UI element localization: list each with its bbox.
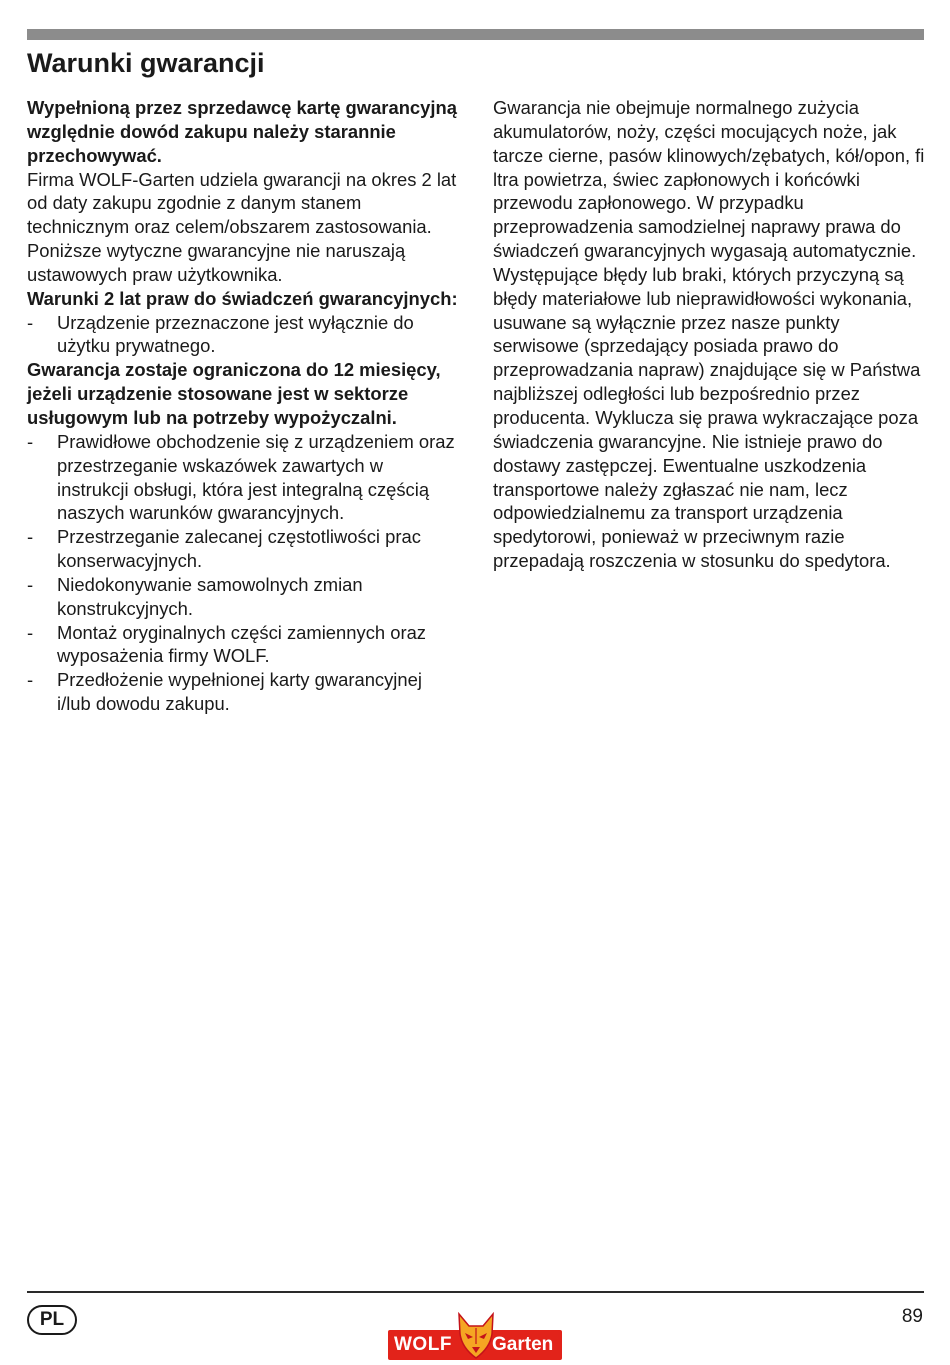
bullet-marker: - [27, 573, 34, 595]
list-item [27, 573, 459, 621]
warranty-exclusions-text: Gwarancja nie obejmuje normalnego zużycia akumulatorów, noży, części mocujących noże, jak tarcze cierne, pasów klinowych/zębatych, kół/opon, fi ltra powietrza, świec zapłonowych i końcówki przewodu zapłonowego. W przypadku przeprowadzenia samodzielnej naprawy prawa do świadczeń gwarancyjnych wygasają automatycznie. Występujące błędy lub braki, których przyczyną są błędy materiałowe lub nieprawidłowości wykonania, usuwane są wyłącznie przez nasze punkty serwisowe (sprzedający posiada prawo do przeprowadzania napraw) znajdujące się w Państwa najbliższej odległości lub bezpośrednio przez producenta. Wyklucza się prawa wykraczające poza świadczenia gwarancyjne. Nie istnieje prawo do dostawy zastępczej. Ewentualne uszkodzenia transportowe należy zgłaszać nie nam, lecz odpowiedzialnemu za transport urządzenia spedytorowi, ponieważ w przeciwnym razie przepadają roszczenia w stosunku do spedytora. [493, 97, 925, 572]
section-heading-12-month-limit: Gwarancja zostaje ograniczona do 12 miesięcy, jeżeli urządzenie stosowane jest w sektorze usługowym lub na potrzeby wypożyczalni. [27, 359, 441, 428]
bullet-marker: - [27, 669, 34, 691]
section-heading-warranty-conditions: Warunki 2 lat praw do świadczeń gwarancyjnych: [27, 287, 458, 309]
bullet-marker: - [27, 621, 34, 643]
list-item-text: Przedłożenie wypełnionej karty gwarancyjnej i/lub dowodu zakupu. [57, 669, 422, 715]
right-column [493, 96, 925, 573]
list-item [27, 311, 459, 359]
footer-divider [27, 1291, 924, 1293]
language-badge: PL [27, 1305, 77, 1335]
bullet-marker: - [27, 311, 34, 333]
logo-word-garten: Garten [492, 1334, 554, 1355]
wolf-garten-logo [388, 1312, 562, 1362]
logo-word-wolf: WOLF [394, 1334, 452, 1355]
list-item-text: Przestrzeganie zalecanej częstotliwości prac konserwacyjnych. [57, 526, 421, 572]
left-column [27, 96, 459, 716]
list-item [27, 525, 459, 573]
bullet-marker: - [27, 526, 34, 548]
list-item [27, 621, 459, 669]
list-item-text: Niedokonywanie samowolnych zmian konstrukcyjnych. [57, 573, 363, 619]
page-number: 89 [901, 1306, 923, 1327]
warranty-requirements-list [27, 430, 459, 716]
bullet-marker: - [27, 430, 34, 452]
warranty-conditions-list [27, 311, 459, 359]
header-bar [27, 29, 924, 40]
list-item [27, 430, 459, 525]
intro-text: Firma WOLF-Garten udziela gwarancji na okres 2 lat od daty zakupu zgodnie z danym stanem technicznym oraz celem/obszarem zastosowania. Poniższe wytyczne gwarancyjne nie naruszają ustawowych praw użytkownika. [27, 168, 457, 285]
list-item-text: Urządzenie przeznaczone jest wyłącznie do użytku prywatnego. [57, 311, 414, 357]
page-title: Warunki gwarancji [27, 48, 265, 78]
fox-head-icon [456, 1312, 496, 1360]
list-item-text: Montaż oryginalnych części zamiennych oraz wyposażenia firmy WOLF. [57, 621, 426, 667]
intro-bold-text: Wypełnioną przez sprzedawcę kartę gwarancyjną względnie dowód zakupu należy starannie przechowywać. [27, 97, 457, 166]
list-item-text: Prawidłowe obchodzenie się z urządzeniem oraz przestrzeganie wskazówek zawartych w instrukcji obsługi, która jest integralną częścią naszych warunków gwarancyjnych. [57, 430, 455, 524]
list-item [27, 668, 459, 716]
